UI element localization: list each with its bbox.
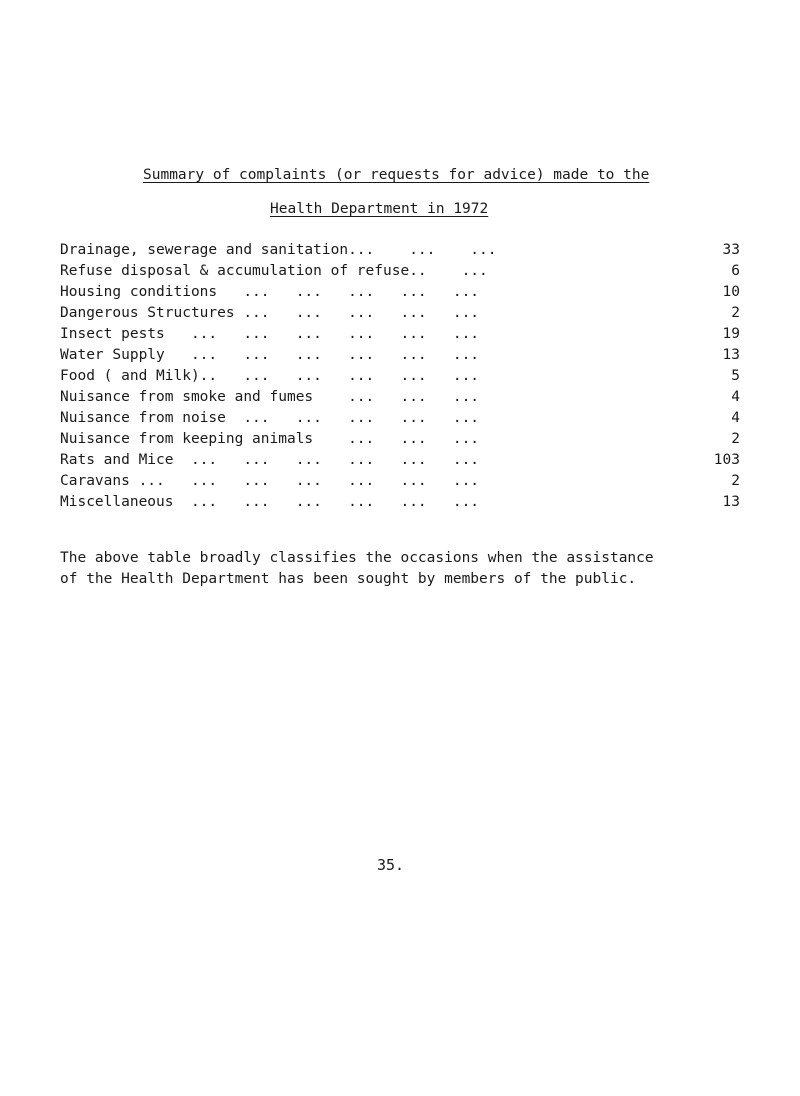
row-label: Rats and Mice ... ... ... ... ... ... <box>60 452 480 468</box>
complaints-table <box>60 240 740 513</box>
row-count: 2 <box>731 431 740 447</box>
table-row <box>60 303 740 324</box>
row-label: Drainage, sewerage and sanitation... ... ... <box>60 242 497 258</box>
table-row <box>60 366 740 387</box>
row-label: Housing conditions ... ... ... ... ... <box>60 284 480 300</box>
explanatory-note <box>60 548 760 590</box>
row-count: 2 <box>731 305 740 321</box>
row-count: 10 <box>722 284 740 300</box>
row-label: Water Supply ... ... ... ... ... ... <box>60 347 480 363</box>
row-label: Refuse disposal & accumulation of refuse.. ... <box>60 263 488 279</box>
note-line: The above table broadly classifies the occasions when the assistance <box>60 550 654 566</box>
table-row <box>60 429 740 450</box>
row-label: Dangerous Structures ... ... ... ... ... <box>60 305 480 321</box>
table-row <box>60 492 740 513</box>
row-label: Nuisance from keeping animals ... ... ... <box>60 431 480 447</box>
table-row <box>60 345 740 366</box>
row-count: 2 <box>731 473 740 489</box>
document-subtitle: Health Department in 1972 <box>270 201 489 217</box>
table-row <box>60 408 740 429</box>
row-count: 13 <box>722 494 740 510</box>
table-row <box>60 387 740 408</box>
row-count: 13 <box>722 347 740 363</box>
row-label: Nuisance from smoke and fumes ... ... ... <box>60 389 480 405</box>
table-row <box>60 324 740 345</box>
row-count: 103 <box>713 452 740 468</box>
row-count: 19 <box>722 326 740 342</box>
table-row <box>60 450 740 471</box>
row-label: Nuisance from noise ... ... ... ... ... <box>60 410 480 426</box>
row-label: Insect pests ... ... ... ... ... ... <box>60 326 480 342</box>
row-count: 6 <box>731 263 740 279</box>
row-label: Food ( and Milk).. ... ... ... ... ... <box>60 368 480 384</box>
table-row <box>60 240 740 261</box>
row-count: 5 <box>731 368 740 384</box>
table-row <box>60 261 740 282</box>
table-row <box>60 282 740 303</box>
row-label: Miscellaneous ... ... ... ... ... ... <box>60 494 480 510</box>
page-number: 35. <box>377 856 405 874</box>
row-count: 33 <box>722 242 740 258</box>
document-title: Summary of complaints (or requests for advice) made to the <box>143 167 650 183</box>
note-line: of the Health Department has been sought by members of the public. <box>60 571 637 587</box>
row-label: Caravans ... ... ... ... ... ... ... <box>60 473 480 489</box>
row-count: 4 <box>731 389 740 405</box>
table-row <box>60 471 740 492</box>
row-count: 4 <box>731 410 740 426</box>
